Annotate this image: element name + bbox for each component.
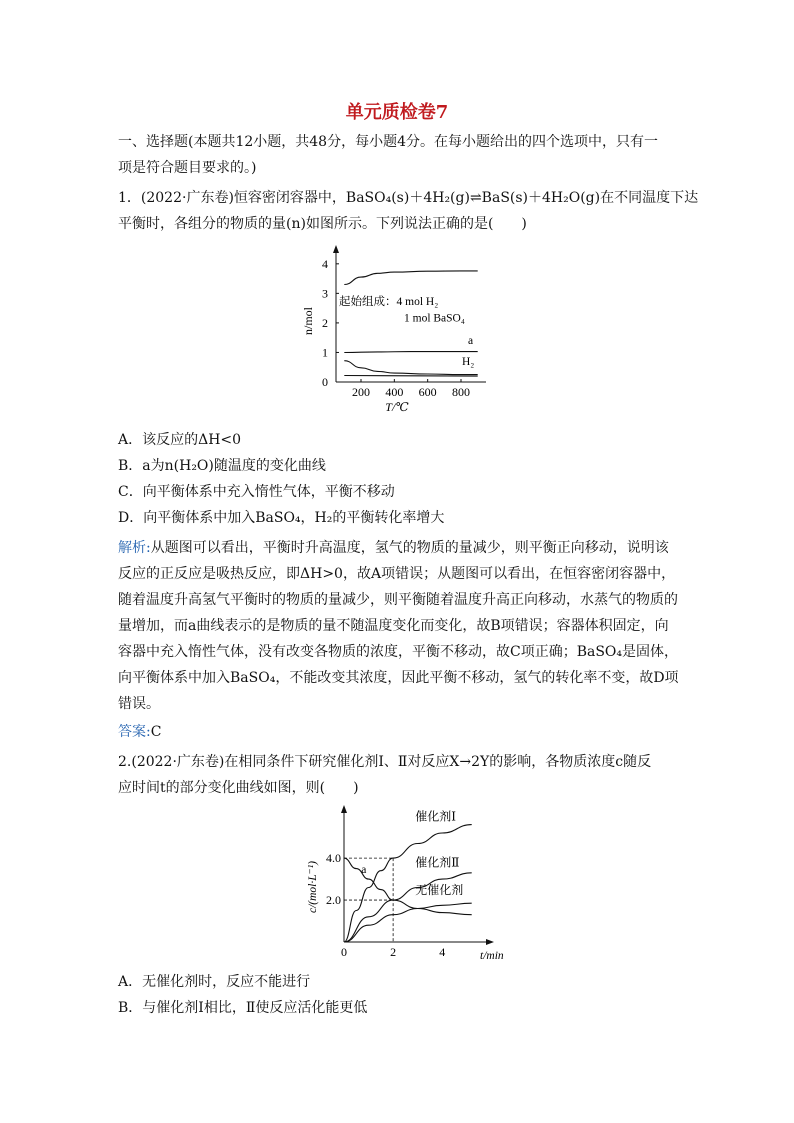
series-curve-2 [344,903,472,942]
y-tick-label: 4 [322,256,328,271]
q1-option-b: B．a为n(H₂O)随温度的变化曲线 [118,458,326,474]
x-tick-label: 0 [341,945,347,959]
series-curve-3 [344,376,477,377]
x-tick-label: 600 [418,385,437,399]
x-tick-label: 2 [390,945,397,959]
q1-analysis-line4: 量增加，而a曲线表示的是物质的量不随温度变化而变化，故B项错误；容器体积固定，向 [118,618,669,634]
y-tick-label: 1 [322,345,328,360]
x-axis-title: t/min [480,950,504,962]
point-label-a: a [361,863,367,876]
q1-analysis-line1: 从题图可以看出，平衡时升高温度，氢气的物质的量减少，则平衡正向移动，说明该 [150,540,669,556]
q2-stem-line2: 应时间t的部分变化曲线如图，则( ) [118,780,359,796]
x-tick-label: 4 [439,945,446,959]
q1-option-c: C．向平衡体系中充入惰性气体，平衡不移动 [118,484,395,500]
curve-label-catalyst-2: 催化剂Ⅱ [415,855,460,870]
q1-option-d: D．向平衡体系中加入BaSO₄，H₂的平衡转化率增大 [118,510,445,526]
q2-option-b: B．与催化剂Ⅰ相比，Ⅱ使反应活化能更低 [118,1000,368,1016]
series-curve-1 [344,352,477,353]
page-title: 单元质检卷7 [345,102,449,123]
y-axis-title: c/(mol·L⁻¹) [307,861,319,913]
x-tick-label: 200 [352,385,370,399]
y-tick-label: 4.0 [326,851,341,866]
y-axis-arrow [333,245,339,253]
y-tick-label: 0 [322,375,328,389]
q1-stem-line2: 平衡时，各组分的物质的量(n)如图所示。下列说法正确的是( ) [118,216,527,232]
q1-analysis-line5: 容器中充入惰性气体，没有改变各物质的浓度，平衡不移动，故C项正确；BaSO₄是固体， [118,644,679,660]
q1-answer-value: C [150,724,162,740]
q1-stem-line1: 1．(2022·广东卷)恒容密闭容器中，BaSO₄(s)＋4H₂(g)⇌BaS(s)＋4H₂O(g)在不同温度下达 [118,190,699,206]
chart-annotation-line1: 起始组成：4 mol H₂ [339,296,439,309]
q2-concentration-chart [300,804,504,964]
x-tick-label: 400 [385,385,404,399]
q1-analysis-line6: 向平衡体系中加入BaSO₄，不能改变其浓度，因此平衡不移动，氢气的转化率不变，故D项 [118,670,679,686]
x-tick-label: 800 [452,385,470,399]
section-instructions-line1: 一、选择题(本题共12小题，共48分，每小题4分。在每小题给出的四个选项中，只有一 [118,134,658,150]
curve-label-a: a [468,335,474,348]
y-tick-label: 2.0 [326,893,341,908]
q1-equilibrium-chart [298,246,498,416]
y-tick-label: 2 [322,315,328,330]
curve-label-catalyst-1: 催化剂Ⅰ [415,809,456,824]
y-tick-label: 3 [322,286,328,301]
series-curve-0 [344,271,477,285]
q1-analysis-line3: 随着温度升高氢气平衡时的物质的量减少，则平衡随着温度升高正向移动，水蒸气的物质的 [118,592,678,608]
curve-label-h2: H₂ [462,355,475,368]
q2-stem-line1: 2.(2022·广东卷)在相同条件下研究催化剂Ⅰ、Ⅱ对反应X→2Y的影响，各物质浓度c随反 [118,754,652,770]
section-instructions-line2: 项是符合题目要求的。) [118,160,257,176]
q1-analysis-line2: 反应的正反应是吸热反应，即ΔH>0，故A项错误；从题图可以看出，在恒容密闭容器中， [118,566,676,582]
y-axis-arrow [341,805,347,813]
q1-analysis-line7: 错误。 [118,696,160,712]
y-axis-title: n/mol [301,306,315,336]
q1-option-a: A．该反应的ΔH<0 [118,432,242,448]
curve-label-no-catalyst: 无催化剂 [415,882,464,897]
q2-option-a: A．无催化剂时，反应不能进行 [118,974,311,990]
x-axis-title: T/℃ [385,400,409,414]
x-axis-arrow [486,939,494,945]
q1-analysis-label: 解析: [118,540,151,556]
q1-answer-label: 答案: [118,724,151,740]
chart-annotation-line2: 1 mol BaSO₄ [404,312,465,325]
series-curve-2 [344,361,477,375]
